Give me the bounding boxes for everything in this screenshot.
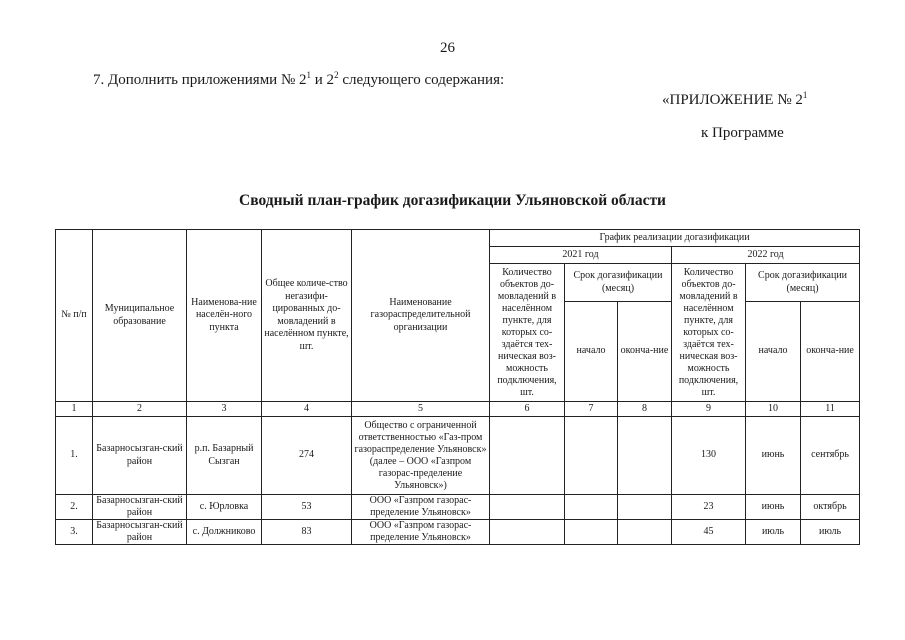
row-municipality: Базарносызган-ский район	[93, 495, 187, 520]
intro-sup1: 1	[306, 70, 312, 80]
table-row	[56, 520, 860, 545]
col-number: 6	[490, 402, 565, 417]
header-start-2022: начало	[746, 302, 801, 402]
row-settlement: р.п. Базарный Сызган	[187, 417, 262, 495]
row-org: Общество с ограниченной ответственностью «Газ-пром газораспределение Ульяновск» (далее – ООО «Газпром газорас-пределение Ульяновск»)	[352, 417, 490, 495]
col-number: 7	[565, 402, 618, 417]
row-org: ООО «Газпром газорас-пределение Ульяновск»	[352, 495, 490, 520]
document-title: Сводный план-график догазификации Ульяновской области	[239, 192, 666, 209]
header-end-2022: оконча-ние	[801, 302, 860, 402]
header-start-2021: начало	[565, 302, 618, 402]
intro-paragraph	[93, 72, 504, 89]
row-end-2022: июль	[801, 520, 860, 545]
header-municipality: Муниципальное образование	[93, 230, 187, 402]
row-municipality: Базарносызган-ский район	[93, 520, 187, 545]
header-org: Наименование газораспределительной организации	[352, 230, 490, 402]
col-number: 5	[352, 402, 490, 417]
col-number: 8	[618, 402, 672, 417]
header-schedule: График реализации догазификации	[490, 230, 860, 247]
row-end-2022: октябрь	[801, 495, 860, 520]
intro-sup2: 2	[334, 70, 339, 80]
intro-suffix: следующего содержания:	[338, 72, 505, 88]
row-end-2022: сентябрь	[801, 417, 860, 495]
header-num: № п/п	[56, 230, 93, 402]
row-total: 274	[262, 417, 352, 495]
header-period-2022: Срок догазификации (месяц)	[746, 264, 860, 302]
to-program-label: к Программе	[701, 125, 784, 141]
header-year-2021: 2021 год	[490, 247, 672, 264]
intro-prefix: 7. Дополнить приложениями № 2	[93, 72, 307, 88]
row-end-2021	[618, 417, 672, 495]
row-count-2021	[490, 495, 565, 520]
row-end-2021	[618, 520, 672, 545]
header-end-2021: оконча-ние	[618, 302, 672, 402]
row-municipality: Базарносызган-ский район	[93, 417, 187, 495]
row-count-2021	[490, 417, 565, 495]
row-org: ООО «Газпром газорас-пределение Ульяновск»	[352, 520, 490, 545]
header-count-2022: Количество объектов до-мовладений в населённом пункте, для которых со-здаётся тех-ническая воз-можность подключения, шт.	[672, 264, 746, 402]
row-num: 3.	[56, 520, 93, 545]
col-number: 4	[262, 402, 352, 417]
row-count-2022: 130	[672, 417, 746, 495]
col-number: 9	[672, 402, 746, 417]
intro-mid: и 2	[311, 72, 335, 88]
table-row	[56, 417, 860, 495]
schedule-table	[55, 229, 860, 545]
row-num: 1.	[56, 417, 93, 495]
header-year-2022: 2022 год	[672, 247, 860, 264]
col-number: 1	[56, 402, 93, 417]
col-number: 11	[801, 402, 860, 417]
row-count-2021	[490, 520, 565, 545]
row-start-2022: июль	[746, 520, 801, 545]
appendix-label	[662, 92, 807, 109]
page-number: 26	[440, 40, 455, 56]
row-count-2022: 45	[672, 520, 746, 545]
row-total: 53	[262, 495, 352, 520]
row-end-2021	[618, 495, 672, 520]
row-settlement: с. Юрловка	[187, 495, 262, 520]
appendix-text: «ПРИЛОЖЕНИЕ № 2	[662, 92, 803, 108]
row-start-2021	[565, 417, 618, 495]
col-number: 10	[746, 402, 801, 417]
column-number-row	[56, 402, 860, 417]
header-total: Общее количе-ство негазифи-цированных до-мовладений в населённом пункте, шт.	[262, 230, 352, 402]
row-start-2022: июнь	[746, 495, 801, 520]
row-start-2021	[565, 495, 618, 520]
col-number: 2	[93, 402, 187, 417]
row-start-2021	[565, 520, 618, 545]
table-row	[56, 495, 860, 520]
col-number: 3	[187, 402, 262, 417]
row-settlement: с. Должниково	[187, 520, 262, 545]
appendix-sup: 1	[802, 90, 808, 100]
header-count-2021: Количество объектов до-мовладений в населённом пункте, для которых со-здаётся тех-ническая воз-можность подключения, шт.	[490, 264, 565, 402]
header-settlement: Наименова-ние населён-ного пункта	[187, 230, 262, 402]
row-total: 83	[262, 520, 352, 545]
row-start-2022: июнь	[746, 417, 801, 495]
row-count-2022: 23	[672, 495, 746, 520]
row-num: 2.	[56, 495, 93, 520]
header-period-2021: Срок догазификации (месяц)	[565, 264, 672, 302]
